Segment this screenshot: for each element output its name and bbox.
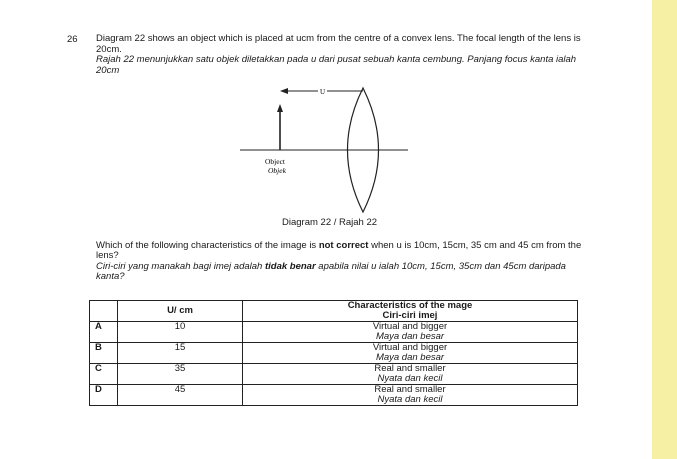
question-stem (96, 34, 586, 76)
object-arrowhead (277, 104, 283, 112)
option-u: 15 (118, 343, 243, 364)
distance-label: U (320, 88, 326, 96)
question-number: 26 (67, 34, 78, 45)
lens-diagram (240, 84, 415, 216)
diagram-caption: Diagram 22 / Rajah 22 (282, 217, 378, 228)
option-label: A (90, 322, 118, 343)
question-text-en: Diagram 22 shows an object which is placed at ucm from the centre of a convex lens. The focal length of the lens is 20cm. (96, 33, 581, 55)
option-characteristics: Real and smaller Nyata dan kecil (243, 385, 578, 406)
option-row-d[interactable] (90, 385, 578, 406)
distance-arrowhead-left (280, 88, 288, 94)
option-row-c[interactable] (90, 364, 578, 385)
object-label-ms: Objek (268, 166, 286, 175)
object-label-en: Object (265, 157, 285, 166)
option-u: 10 (118, 322, 243, 343)
option-u: 45 (118, 385, 243, 406)
option-characteristics: Real and smaller Nyata dan kecil (243, 364, 578, 385)
option-characteristics: Virtual and bigger Maya dan besar (243, 322, 578, 343)
option-label: C (90, 364, 118, 385)
header-characteristics: Characteristics of the mage Ciri-ciri imej (243, 301, 578, 322)
prompt-ms: Ciri-ciri yang manakah bagi imej adalah tidak benar apabila nilai u ialah 10cm, 15cm, 35cm dan 45cm daripada kanta? (96, 260, 566, 282)
option-u: 35 (118, 364, 243, 385)
prompt-en: Which of the following characteristics of the image is not correct when u is 10cm, 15cm, 35 cm and 45 cm from the lens? (96, 240, 582, 262)
question-text-ms: Rajah 22 menunjukkan satu objek diletakkan pada u dari pusat sebuah kanta cembung. Panjang focus kanta ialah 20cm (96, 54, 577, 76)
option-label: B (90, 343, 118, 364)
option-row-a[interactable] (90, 322, 578, 343)
option-characteristics: Virtual and bigger Maya dan besar (243, 343, 578, 364)
options-table (89, 300, 578, 406)
question-prompt (96, 241, 586, 282)
header-u: U/ cm (118, 301, 243, 322)
option-label: D (90, 385, 118, 406)
option-row-b[interactable] (90, 343, 578, 364)
table-header-row (90, 301, 578, 322)
